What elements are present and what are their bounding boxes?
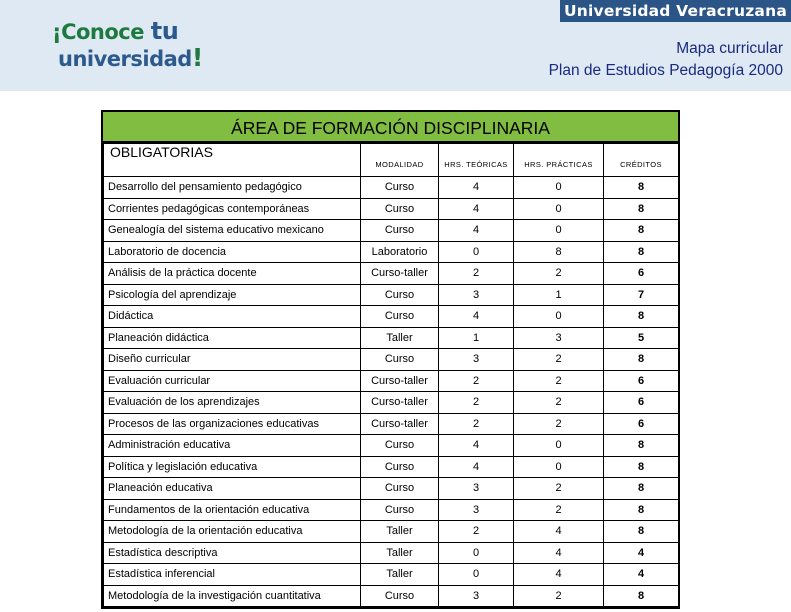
section-label: OBLIGATORIAS bbox=[104, 144, 361, 177]
table-row bbox=[104, 413, 679, 435]
table-row bbox=[104, 478, 679, 500]
modalidad-cell: Curso bbox=[361, 220, 439, 242]
hrs-teoricas-cell: 0 bbox=[439, 241, 514, 263]
logo-line2: universidad! bbox=[58, 43, 203, 72]
course-name: Estadística descriptiva bbox=[104, 542, 361, 564]
creditos-cell: 8 bbox=[604, 241, 679, 263]
conoce-tu-universidad-logo bbox=[52, 17, 202, 75]
column-header-creditos: CRÉDITOS bbox=[604, 144, 679, 177]
column-header-modalidad: MODALIDAD bbox=[361, 144, 439, 177]
creditos-cell: 8 bbox=[604, 220, 679, 242]
hrs-practicas-cell: 2 bbox=[514, 413, 604, 435]
university-banner: Universidad Veracruzana bbox=[560, 0, 791, 22]
creditos-cell: 8 bbox=[604, 585, 679, 607]
course-name: Evaluación curricular bbox=[104, 370, 361, 392]
curriculum-table-container bbox=[101, 110, 680, 609]
modalidad-cell: Taller bbox=[361, 542, 439, 564]
creditos-cell: 8 bbox=[604, 456, 679, 478]
hrs-practicas-cell: 8 bbox=[514, 241, 604, 263]
table-row bbox=[104, 306, 679, 328]
table-row bbox=[104, 349, 679, 371]
course-name: Política y legislación educativa bbox=[104, 456, 361, 478]
hrs-practicas-cell: 4 bbox=[514, 542, 604, 564]
course-name: Estadística inferencial bbox=[104, 564, 361, 586]
table-body bbox=[104, 144, 679, 607]
hrs-practicas-cell: 2 bbox=[514, 370, 604, 392]
creditos-cell: 8 bbox=[604, 349, 679, 371]
table-row bbox=[104, 499, 679, 521]
creditos-cell: 8 bbox=[604, 499, 679, 521]
hrs-teoricas-cell: 3 bbox=[439, 585, 514, 607]
creditos-cell: 4 bbox=[604, 564, 679, 586]
hrs-teoricas-cell: 4 bbox=[439, 177, 514, 199]
hrs-practicas-cell: 4 bbox=[514, 564, 604, 586]
hrs-practicas-cell: 2 bbox=[514, 585, 604, 607]
hrs-practicas-cell: 0 bbox=[514, 306, 604, 328]
creditos-cell: 4 bbox=[604, 542, 679, 564]
logo-bang: ! bbox=[191, 43, 203, 72]
table-row bbox=[104, 521, 679, 543]
table-row bbox=[104, 220, 679, 242]
creditos-cell: 8 bbox=[604, 306, 679, 328]
course-name: Didáctica bbox=[104, 306, 361, 328]
modalidad-cell: Curso bbox=[361, 435, 439, 457]
hrs-practicas-cell: 0 bbox=[514, 435, 604, 457]
hrs-teoricas-cell: 4 bbox=[439, 306, 514, 328]
creditos-cell: 7 bbox=[604, 284, 679, 306]
hrs-teoricas-cell: 2 bbox=[439, 521, 514, 543]
creditos-cell: 8 bbox=[604, 435, 679, 457]
hrs-practicas-cell: 0 bbox=[514, 220, 604, 242]
modalidad-cell: Curso-taller bbox=[361, 392, 439, 414]
course-name: Metodología de la investigación cuantitativa bbox=[104, 585, 361, 607]
table-row bbox=[104, 177, 679, 199]
course-name: Planeación educativa bbox=[104, 478, 361, 500]
logo-tu: tu bbox=[150, 17, 179, 45]
course-name: Genealogía del sistema educativo mexicano bbox=[104, 220, 361, 242]
creditos-cell: 8 bbox=[604, 521, 679, 543]
course-name: Planeación didáctica bbox=[104, 327, 361, 349]
course-name: Diseño curricular bbox=[104, 349, 361, 371]
hrs-practicas-cell: 0 bbox=[514, 456, 604, 478]
hrs-teoricas-cell: 4 bbox=[439, 435, 514, 457]
course-name: Administración educativa bbox=[104, 435, 361, 457]
page-title bbox=[549, 38, 783, 82]
modalidad-cell: Curso bbox=[361, 456, 439, 478]
creditos-cell: 6 bbox=[604, 392, 679, 414]
hrs-practicas-cell: 0 bbox=[514, 198, 604, 220]
hrs-teoricas-cell: 2 bbox=[439, 370, 514, 392]
hrs-teoricas-cell: 1 bbox=[439, 327, 514, 349]
hrs-practicas-cell: 0 bbox=[514, 177, 604, 199]
hrs-practicas-cell: 2 bbox=[514, 263, 604, 285]
table-header-row bbox=[104, 144, 679, 177]
modalidad-cell: Curso bbox=[361, 585, 439, 607]
column-header-hrs-practicas: HRS. PRÁCTICAS bbox=[514, 144, 604, 177]
course-name: Fundamentos de la orientación educativa bbox=[104, 499, 361, 521]
table-row bbox=[104, 542, 679, 564]
hrs-teoricas-cell: 3 bbox=[439, 478, 514, 500]
modalidad-cell: Laboratorio bbox=[361, 241, 439, 263]
hrs-teoricas-cell: 2 bbox=[439, 413, 514, 435]
course-name: Análisis de la práctica docente bbox=[104, 263, 361, 285]
title-line1: Mapa curricular bbox=[676, 40, 783, 57]
creditos-cell: 5 bbox=[604, 327, 679, 349]
hrs-teoricas-cell: 4 bbox=[439, 198, 514, 220]
course-name: Psicología del aprendizaje bbox=[104, 284, 361, 306]
creditos-cell: 8 bbox=[604, 198, 679, 220]
table-row bbox=[104, 327, 679, 349]
hrs-teoricas-cell: 3 bbox=[439, 499, 514, 521]
course-name: Laboratorio de docencia bbox=[104, 241, 361, 263]
table-row bbox=[104, 585, 679, 607]
hrs-practicas-cell: 2 bbox=[514, 392, 604, 414]
modalidad-cell: Taller bbox=[361, 564, 439, 586]
table-row bbox=[104, 392, 679, 414]
modalidad-cell: Curso-taller bbox=[361, 263, 439, 285]
logo-line1: ¡Conoce tu bbox=[52, 17, 179, 45]
modalidad-cell: Taller bbox=[361, 327, 439, 349]
hrs-teoricas-cell: 3 bbox=[439, 284, 514, 306]
area-title: ÁREA DE FORMACIÓN DISCIPLINARIA bbox=[103, 112, 678, 143]
course-name: Evaluación de los aprendizajes bbox=[104, 392, 361, 414]
hrs-teoricas-cell: 4 bbox=[439, 220, 514, 242]
hrs-teoricas-cell: 2 bbox=[439, 392, 514, 414]
creditos-cell: 8 bbox=[604, 177, 679, 199]
hrs-practicas-cell: 2 bbox=[514, 349, 604, 371]
hrs-teoricas-cell: 3 bbox=[439, 349, 514, 371]
modalidad-cell: Curso bbox=[361, 284, 439, 306]
modalidad-cell: Curso-taller bbox=[361, 370, 439, 392]
modalidad-cell: Curso bbox=[361, 306, 439, 328]
creditos-cell: 8 bbox=[604, 478, 679, 500]
modalidad-cell: Curso bbox=[361, 499, 439, 521]
column-header-hrs-teoricas: HRS. TEÓRICAS bbox=[439, 144, 514, 177]
modalidad-cell: Curso-taller bbox=[361, 413, 439, 435]
table-row bbox=[104, 456, 679, 478]
hrs-teoricas-cell: 2 bbox=[439, 263, 514, 285]
hrs-teoricas-cell: 0 bbox=[439, 564, 514, 586]
table-row bbox=[104, 263, 679, 285]
modalidad-cell: Curso bbox=[361, 198, 439, 220]
hrs-teoricas-cell: 0 bbox=[439, 542, 514, 564]
course-name: Desarrollo del pensamiento pedagógico bbox=[104, 177, 361, 199]
hrs-practicas-cell: 2 bbox=[514, 478, 604, 500]
modalidad-cell: Taller bbox=[361, 521, 439, 543]
modalidad-cell: Curso bbox=[361, 349, 439, 371]
hrs-practicas-cell: 4 bbox=[514, 521, 604, 543]
course-name: Procesos de las organizaciones educativas bbox=[104, 413, 361, 435]
table-row bbox=[104, 564, 679, 586]
hrs-practicas-cell: 1 bbox=[514, 284, 604, 306]
table-row bbox=[104, 370, 679, 392]
creditos-cell: 6 bbox=[604, 370, 679, 392]
hrs-teoricas-cell: 4 bbox=[439, 456, 514, 478]
table-row bbox=[104, 241, 679, 263]
modalidad-cell: Curso bbox=[361, 177, 439, 199]
table-row bbox=[104, 198, 679, 220]
creditos-cell: 6 bbox=[604, 263, 679, 285]
curriculum-table bbox=[103, 143, 679, 607]
table-row bbox=[104, 435, 679, 457]
creditos-cell: 6 bbox=[604, 413, 679, 435]
course-name: Metodología de la orientación educativa bbox=[104, 521, 361, 543]
hrs-practicas-cell: 2 bbox=[514, 499, 604, 521]
hrs-practicas-cell: 3 bbox=[514, 327, 604, 349]
modalidad-cell: Curso bbox=[361, 478, 439, 500]
course-name: Corrientes pedagógicas contemporáneas bbox=[104, 198, 361, 220]
table-row bbox=[104, 284, 679, 306]
title-line2: Plan de Estudios Pedagogía 2000 bbox=[548, 62, 783, 79]
